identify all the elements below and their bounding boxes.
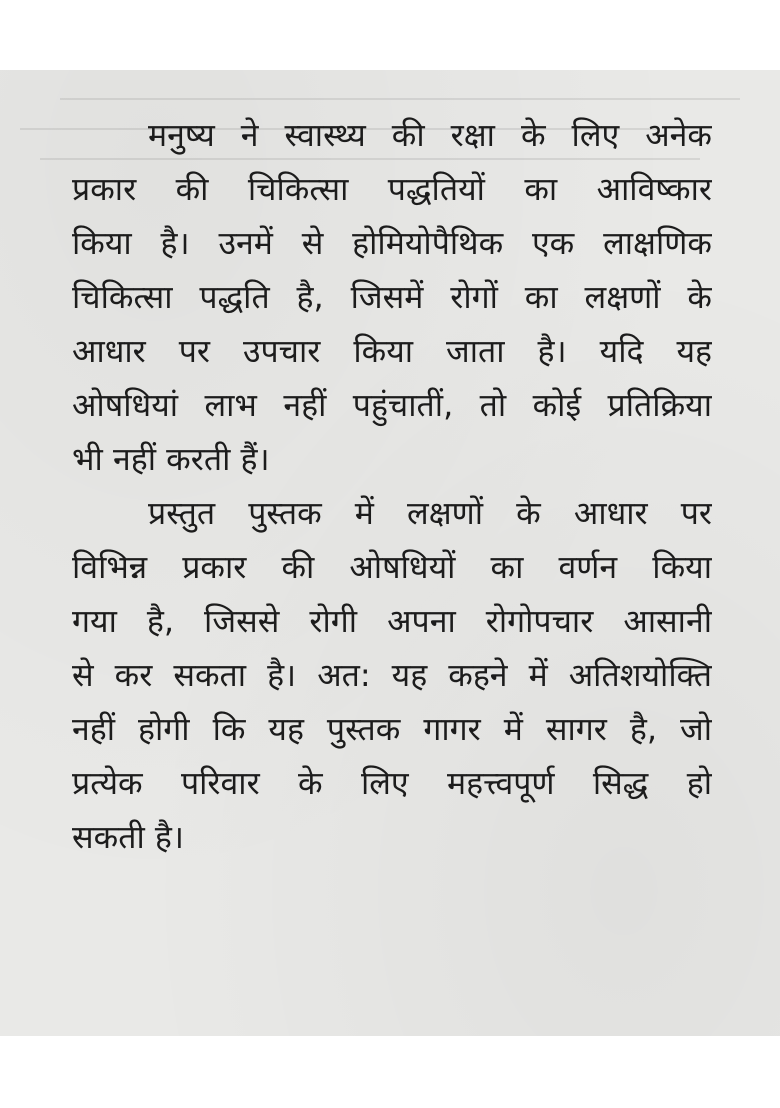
body-text [72,108,712,864]
show-through-line [60,98,740,100]
text-line: प्रत्येक परिवार के लिए महत्त्वपूर्ण सिद्ध हो [72,764,712,802]
text-line: चिकित्सा पद्धति है, जिसमें रोगों का लक्षणों के [72,278,712,316]
text-line: मनुष्य ने स्वास्थ्य की रक्षा के लिए अनेक [148,116,712,154]
text-line: किया है। उनमें से होमियोपैथिक एक लाक्षणिक [72,224,712,262]
text-line: विभिन्न प्रकार की ओषधियों का वर्णन किया [72,548,712,586]
text-line: प्रकार की चिकित्सा पद्धतियों का आविष्कार [72,170,712,208]
text-line: भी नहीं करती हैं। [72,440,270,478]
text-line: सकती है। [72,818,185,856]
paragraph-2 [72,486,712,864]
text-line: ओषधियां लाभ नहीं पहुंचातीं, तो कोई प्रतिक्रिया [72,386,712,424]
text-line: प्रस्तुत पुस्तक में लक्षणों के आधार पर [148,494,712,532]
text-line: आधार पर उपचार किया जाता है। यदि यह [72,332,712,370]
paragraph-1 [72,108,712,486]
text-line: गया है, जिससे रोगी अपना रोगोपचार आसानी [72,602,712,640]
text-line: नहीं होगी कि यह पुस्तक गागर में सागर है, जो [72,710,712,748]
text-line: से कर सकता है। अत: यह कहने में अतिशयोक्ति [72,656,712,694]
